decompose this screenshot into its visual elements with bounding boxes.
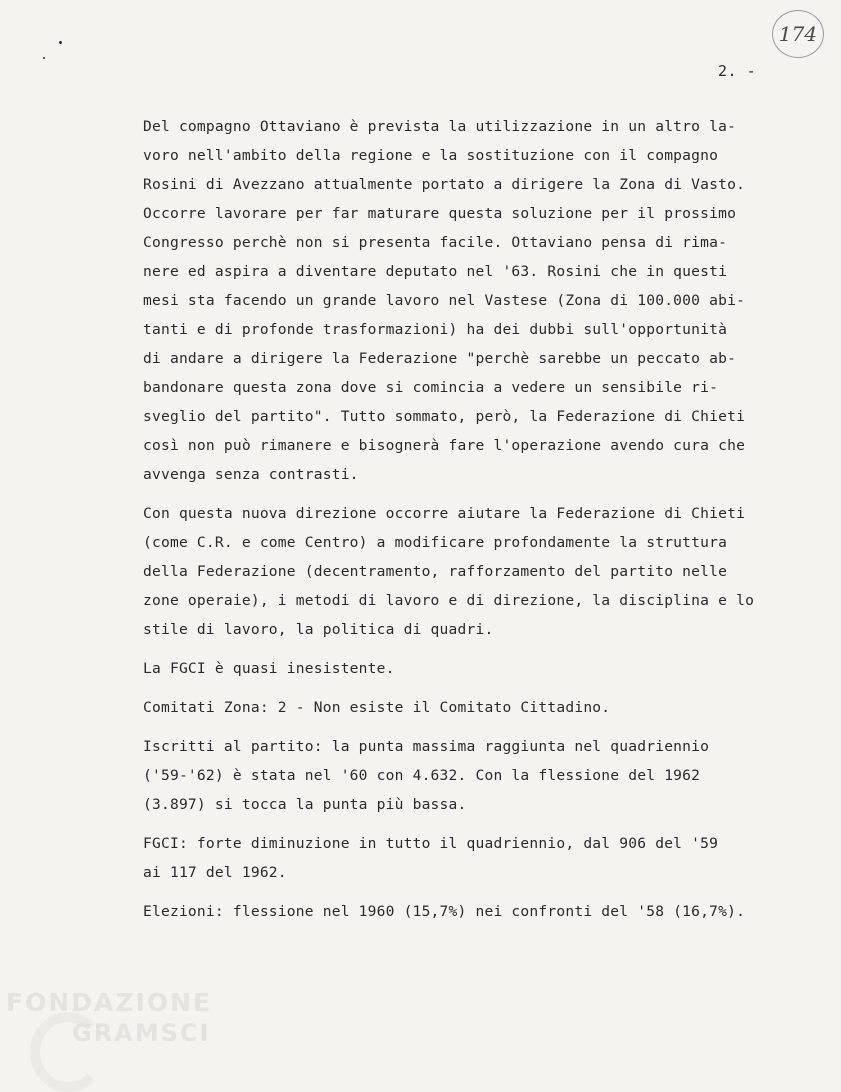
text-line: avvenga senza contrasti. <box>143 466 359 483</box>
paragraph <box>143 732 833 819</box>
paragraph <box>143 654 833 683</box>
text-line: ('59-'62) è stata nel '60 con 4.632. Con la flessione del 1962 <box>143 767 701 784</box>
paragraph <box>143 499 833 644</box>
text-line: (3.897) si tocca la punta più bassa. <box>143 796 467 813</box>
text-line: La FGCI è quasi inesistente. <box>143 660 395 677</box>
page-number: 2. - <box>718 62 757 80</box>
watermark-line-2: GRAMSCI <box>72 1019 211 1047</box>
text-line: FGCI: forte diminuzione in tutto il quadriennio, dal 906 del '59 <box>143 835 719 852</box>
text-line: della Federazione (decentramento, rafforzamento del partito nelle <box>143 563 728 580</box>
text-line: tanti e di profonde trasformazioni) ha dei dubbi sull'opportunità <box>143 321 728 338</box>
watermark-line-1: FONDAZIONE <box>6 988 213 1017</box>
text-line: Congresso perchè non si presenta facile. Ottaviano pensa di rima- <box>143 234 728 251</box>
paragraph <box>143 829 833 887</box>
ink-speck <box>59 41 62 44</box>
text-line: zone operaie), i metodi di lavoro e di direzione, la disciplina e lo <box>143 592 755 609</box>
folio-stamp <box>772 10 824 58</box>
text-line: Iscritti al partito: la punta massima raggiunta nel quadriennio <box>143 738 710 755</box>
archive-watermark <box>6 988 212 1048</box>
text-line: Rosini di Avezzano attualmente portato a dirigere la Zona di Vasto. <box>143 176 746 193</box>
typewritten-body <box>143 112 833 936</box>
text-line: Comitati Zona: 2 - Non esiste il Comitato Cittadino. <box>143 699 611 716</box>
text-line: sveglio del partito". Tutto sommato, però, la Federazione di Chieti <box>143 408 746 425</box>
text-line: Elezioni: flessione nel 1960 (15,7%) nei confronti del '58 (16,7%). <box>143 903 746 920</box>
text-line: mesi sta facendo un grande lavoro nel Vastese (Zona di 100.000 abi- <box>143 292 746 309</box>
text-line: voro nell'ambito della regione e la sostituzione con il compagno <box>143 147 719 164</box>
text-line: Con questa nuova direzione occorre aiutare la Federazione di Chieti <box>143 505 746 522</box>
paragraph <box>143 112 833 489</box>
folio-number: 174 <box>778 22 818 46</box>
text-line: così non può rimanere e bisognerà fare l'operazione avendo cura che <box>143 437 746 454</box>
paragraph <box>143 897 833 926</box>
text-line: Del compagno Ottaviano è prevista la utilizzazione in un altro la- <box>143 118 737 135</box>
ink-speck <box>43 57 45 59</box>
text-line: Occorre lavorare per far maturare questa soluzione per il prossimo <box>143 205 737 222</box>
text-line: bandonare questa zona dove si comincia a vedere un sensibile ri- <box>143 379 719 396</box>
text-line: (come C.R. e come Centro) a modificare profondamente la struttura <box>143 534 728 551</box>
text-line: di andare a dirigere la Federazione "perchè sarebbe un peccato ab- <box>143 350 737 367</box>
text-line: ai 117 del 1962. <box>143 864 287 881</box>
text-line: stile di lavoro, la politica di quadri. <box>143 621 494 638</box>
text-line: nere ed aspira a diventare deputato nel '63. Rosini che in questi <box>143 263 728 280</box>
paragraph <box>143 693 833 722</box>
